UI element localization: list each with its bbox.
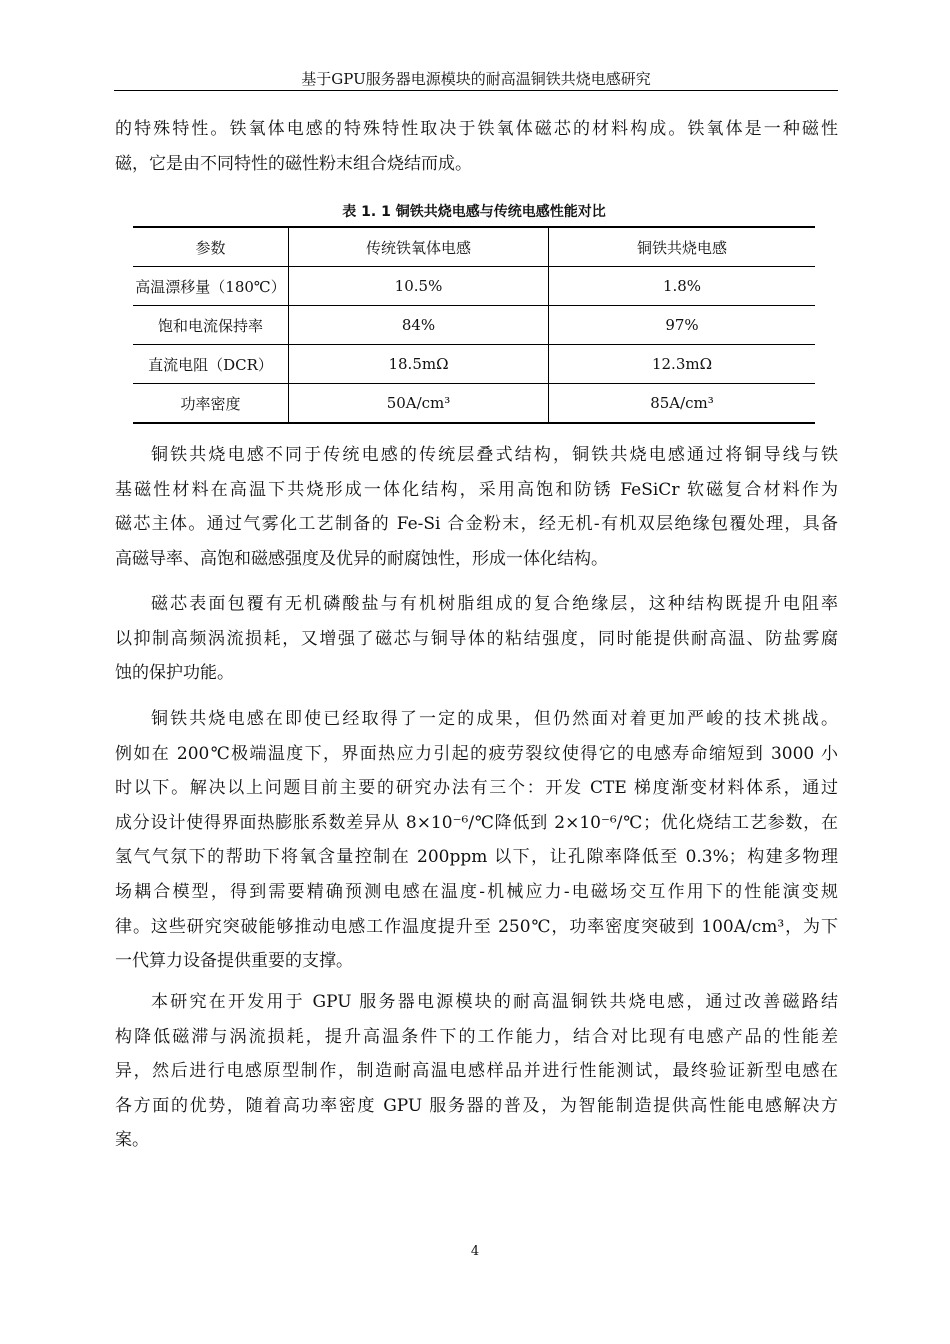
table-cell: 18.5mΩ bbox=[289, 345, 549, 384]
header-cell: 铜铁共烧电感 bbox=[549, 227, 816, 267]
table-cell: 饱和电流保持率 bbox=[133, 306, 289, 345]
text-line: 律。这些研究突破能够推动电感工作温度提升至 250℃，功率密度突破到 100A/cm³，为下 bbox=[115, 916, 838, 937]
paragraph-1 bbox=[115, 112, 838, 181]
text-line: 以抑制高频涡流损耗，又增强了磁芯与铜导体的粘结强度，同时能提供耐高温、防盐雾腐 bbox=[115, 628, 838, 649]
header-cell: 参数 bbox=[133, 227, 289, 267]
text-line: 各方面的优势，随着高功率密度 GPU 服务器的普及，为智能制造提供高性能电感解决方 bbox=[115, 1095, 838, 1116]
text-line: 案。 bbox=[115, 1130, 149, 1151]
table-cell: 10.5% bbox=[289, 267, 549, 306]
table-cell: 84% bbox=[289, 306, 549, 345]
table-cell: 高温漂移量（180℃） bbox=[133, 267, 289, 306]
text-line: 铜铁共烧电感在即使已经取得了一定的成果，但仍然面对着更加严峻的技术挑战。 bbox=[151, 709, 838, 729]
table-row bbox=[133, 345, 815, 384]
text-line: 场耦合模型，得到需要精确预测电感在温度-机械应力-电磁场交互作用下的性能演变规 bbox=[115, 881, 838, 902]
table-cell: 50A/cm³ bbox=[289, 384, 549, 424]
paragraph-4 bbox=[115, 702, 838, 979]
text-line: 本研究在开发用于 GPU 服务器电源模块的耐高温铜铁共烧电感，通过改善磁路结 bbox=[151, 992, 838, 1012]
table-row bbox=[133, 306, 815, 345]
text-line: 异，然后进行电感原型制作，制造耐高温电感样品并进行性能测试，最终验证新型电感在 bbox=[115, 1061, 838, 1082]
table-cell: 12.3mΩ bbox=[549, 345, 816, 384]
text-line: 例如在 200℃极端温度下，界面热应力引起的疲劳裂纹使得它的电感寿命缩短到 3000 小 bbox=[115, 743, 838, 764]
text-line: 氢气气氛下的帮助下将氧含量控制在 200ppm 以下，让孔隙率降低至 0.3%；构建多物理 bbox=[115, 847, 838, 868]
text-line: 构降低磁滞与涡流损耗，提升高温条件下的工作能力，结合对比现有电感产品的性能差 bbox=[115, 1026, 838, 1047]
text-line: 基磁性材料在高温下共烧形成一体化结构，采用高饱和防锈 FeSiCr 软磁复合材料作为 bbox=[115, 479, 838, 500]
text-line: 高磁导率、高饱和磁感强度及优异的耐腐蚀性，形成一体化结构。 bbox=[115, 548, 608, 569]
table-header-row bbox=[133, 227, 815, 267]
running-header: 基于GPU服务器电源模块的耐高温铜铁共烧电感研究 bbox=[301, 70, 651, 88]
table-row bbox=[133, 384, 815, 424]
text-line: 铜铁共烧电感不同于传统电感的传统层叠式结构，铜铁共烧电感通过将铜导线与铁 bbox=[151, 445, 838, 465]
comparison-table bbox=[133, 226, 815, 424]
table-cell: 功率密度 bbox=[133, 384, 289, 424]
text-line: 蚀的保护功能。 bbox=[115, 663, 234, 684]
text-line: 磁芯表面包覆有无机磷酸盐与有机树脂组成的复合绝缘层，这种结构既提升电阻率 bbox=[151, 594, 838, 614]
table-row bbox=[133, 267, 815, 306]
text-line: 时以下。解决以上问题目前主要的研究办法有三个：开发 CTE 梯度渐变材料体系，通过 bbox=[115, 778, 838, 799]
text-line: 成分设计使得界面热膨胀系数差异从 8×10⁻⁶/℃降低到 2×10⁻⁶/℃；优化烧结工艺参数，在 bbox=[115, 812, 838, 833]
table-cell: 直流电阻（DCR） bbox=[133, 345, 289, 384]
table-cell: 1.8% bbox=[549, 267, 816, 306]
paragraph-3 bbox=[115, 587, 838, 691]
header-rule bbox=[114, 90, 838, 91]
paragraph-2 bbox=[115, 438, 838, 576]
text-line: 一代算力设备提供重要的支撑。 bbox=[115, 951, 353, 972]
text-line: 磁芯主体。通过气雾化工艺制备的 Fe-Si 合金粉末，经无机-有机双层绝缘包覆处理，具备 bbox=[115, 514, 838, 535]
header-cell: 传统铁氧体电感 bbox=[289, 227, 549, 267]
table-caption: 表 1. 1 铜铁共烧电感与传统电感性能对比 bbox=[342, 204, 606, 220]
text-line: 的特殊特性。铁氧体电感的特殊特性取决于铁氧体磁芯的材料构成。铁氧体是一种磁性 bbox=[115, 119, 838, 139]
paragraph-5 bbox=[115, 985, 838, 1158]
table-cell: 97% bbox=[549, 306, 816, 345]
page-number: 4 bbox=[470, 1244, 480, 1259]
text-line: 磁，它是由不同特性的磁性粉末组合烧结而成。 bbox=[115, 153, 472, 174]
table-cell: 85A/cm³ bbox=[549, 384, 816, 424]
